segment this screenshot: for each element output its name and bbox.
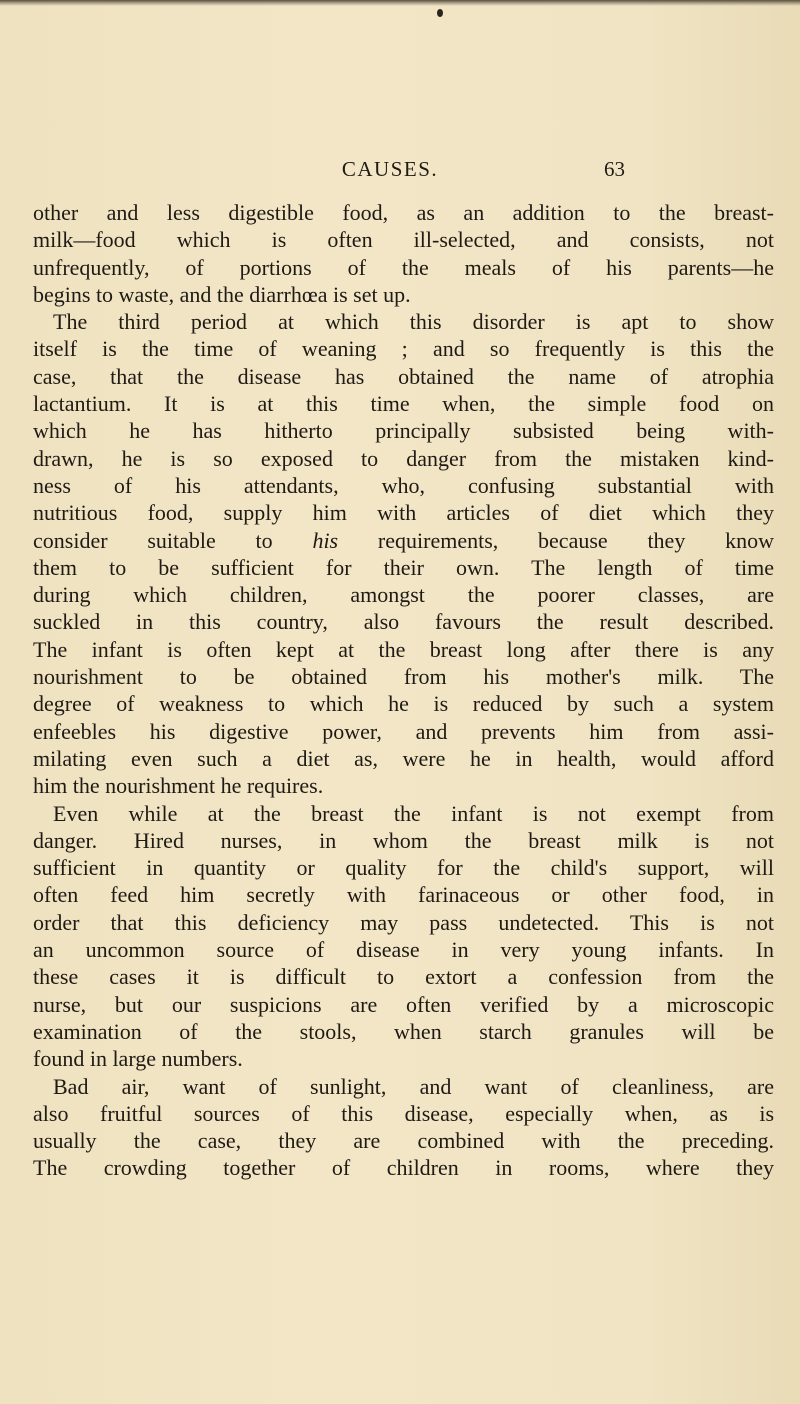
- text-line: which he has hitherto principally subsisted being with-: [33, 418, 774, 444]
- body-text: [33, 199, 774, 1182]
- text-line: degree of weakness to which he is reduced by such a system: [33, 691, 774, 717]
- text-line: Bad air, want of sunlight, and want of cleanliness, are: [53, 1073, 774, 1099]
- text-line: milk—food which is often ill-selected, and consists, not: [33, 227, 774, 253]
- emphasis: his: [312, 527, 339, 553]
- text-line: milating even such a diet as, were he in health, would afford: [33, 745, 774, 771]
- text-line: examination of the stools, when starch granules will be: [33, 1018, 774, 1044]
- text-line: other and less digestible food, as an addition to the breast-: [33, 200, 774, 225]
- text-line: nutritious food, supply him with articles of diet which they: [33, 500, 774, 526]
- running-head: [0, 157, 800, 187]
- text-line: itself is the time of weaning ; and so frequently is this the: [33, 336, 774, 362]
- text-line: these cases it is difficult to extort a confession from the: [33, 964, 774, 990]
- text-line: also fruitful sources of this disease, especially when, as is: [33, 1100, 774, 1126]
- text-line: unfrequently, of portions of the meals of his parents—he: [33, 254, 774, 280]
- text-line: found in large numbers.: [33, 1046, 243, 1072]
- text-line: nurse, but our suspicions are often verified by a microscopic: [33, 991, 774, 1017]
- text-line: danger. Hired nurses, in whom the breast milk is not: [33, 827, 774, 853]
- text-line: them to be sufficient for their own. The length of time: [33, 554, 774, 580]
- text-line: him the nourishment he requires.: [33, 773, 324, 799]
- text-line: case, that the disease has obtained the name of atrophia: [33, 363, 774, 389]
- text-line: The infant is often kept at the breast long after there is any: [33, 636, 774, 662]
- text-line: consider suitable to his requirements, because they know: [33, 527, 774, 553]
- text-line: lactantium. It is at this time when, the simple food on: [33, 391, 774, 417]
- page-top-edge: [0, 0, 800, 6]
- text-line: drawn, he is so exposed to danger from the mistaken kind-: [33, 445, 774, 471]
- text-line: sufficient in quantity or quality for the child's support, will: [33, 855, 774, 881]
- text-line: begins to waste, and the diarrhœa is set up.: [33, 281, 411, 307]
- text-line: often feed him secretly with farinaceous or other food, in: [33, 882, 774, 908]
- text-line: The crowding together of children in rooms, where they: [33, 1155, 774, 1181]
- text-line: ness of his attendants, who, confusing substantial with: [33, 472, 774, 498]
- text-line: enfeebles his digestive power, and prevents him from assi-: [33, 718, 774, 744]
- running-title: CAUSES.: [341, 157, 439, 181]
- text-line: an uncommon source of disease in very young infants. In: [33, 937, 774, 963]
- text-line: The third period at which this disorder is apt to show: [53, 309, 774, 335]
- text-line: nourishment to be obtained from his mother's milk. The: [33, 664, 774, 690]
- text-line: Even while at the breast the infant is not exempt from: [53, 800, 774, 826]
- text-line: order that this deficiency may pass undetected. This is not: [33, 909, 774, 935]
- text-line: suckled in this country, also favours the result described.: [33, 609, 774, 635]
- ink-spot: [437, 9, 443, 17]
- text-line: during which children, amongst the poorer classes, are: [33, 582, 774, 608]
- page-number: 63: [604, 157, 625, 181]
- text-line: usually the case, they are combined with the preceding.: [33, 1128, 774, 1154]
